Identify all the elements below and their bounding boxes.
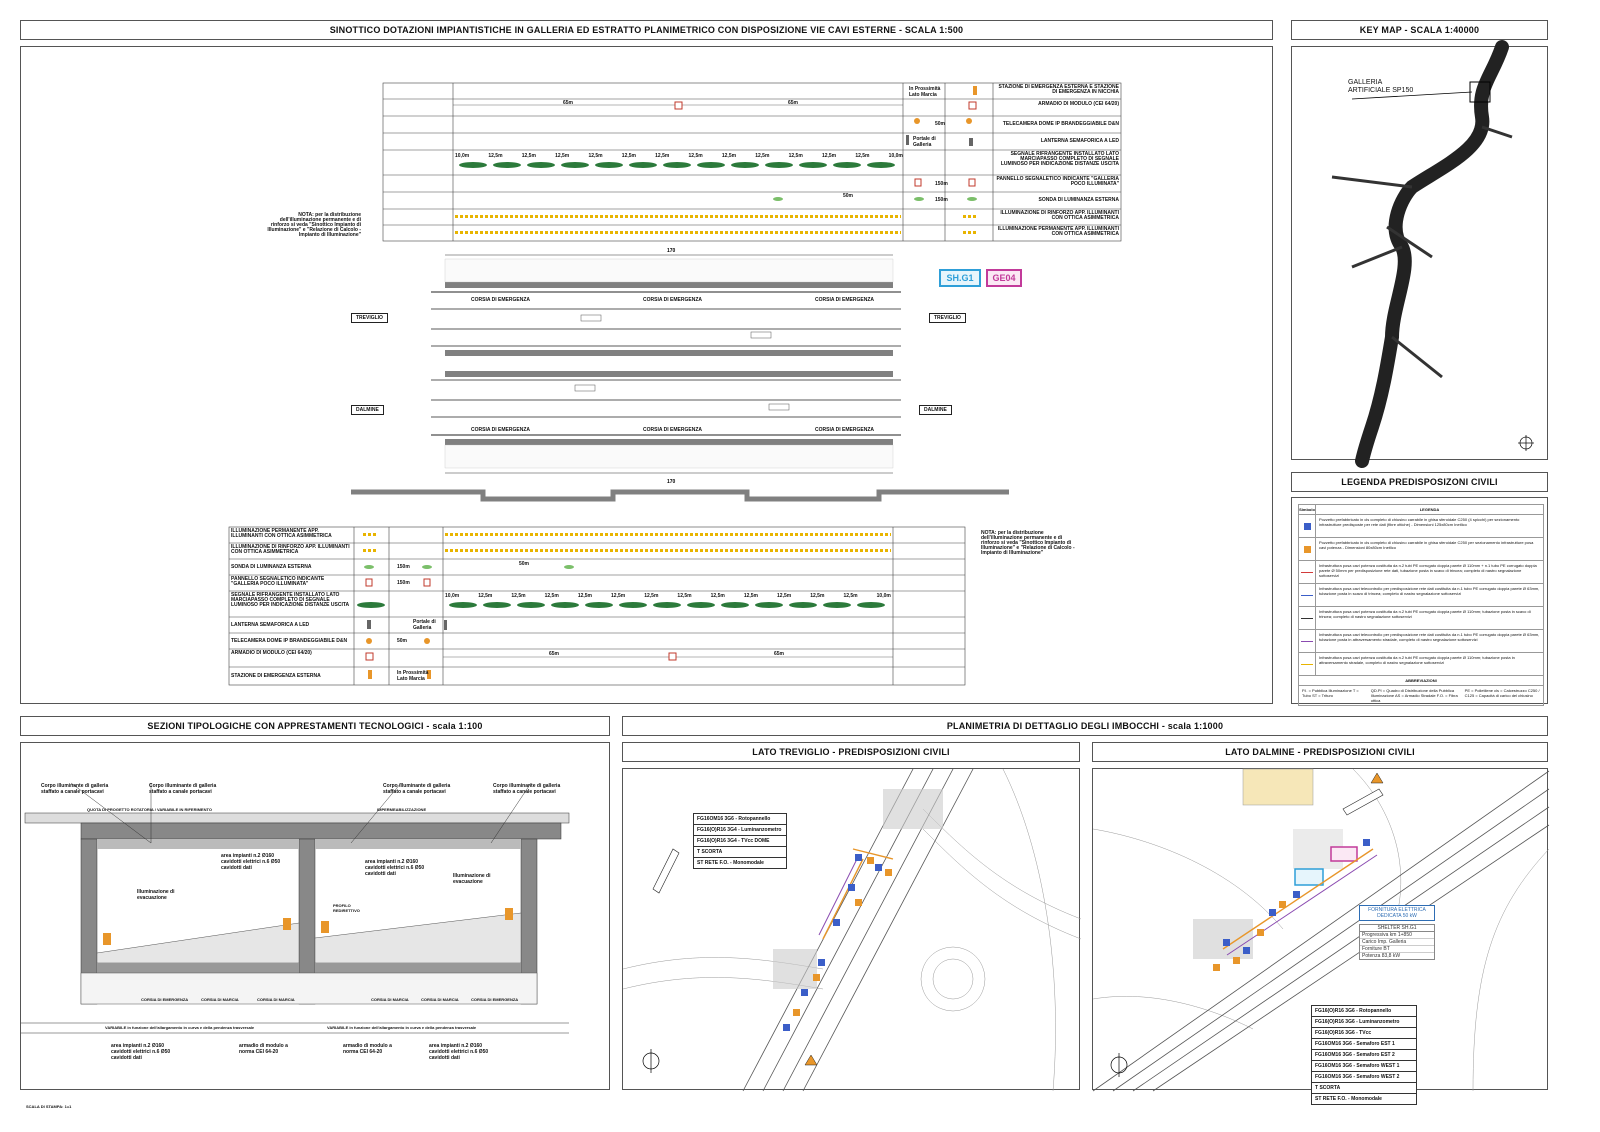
section-corsia-marcia-3: CORSIA DI MARCIA (371, 997, 409, 1002)
purple-line-icon (1299, 630, 1316, 652)
keymap-label-line1: GALLERIA (1348, 79, 1383, 86)
top-row-label-8: ILLUMINAZIONE DI RINFORZO APP. ILLUMINANTI CON OTTICA ASIMMETRICA (1000, 210, 1119, 221)
dark-line-icon (1299, 607, 1316, 629)
top-sonda-mid: 50m (843, 193, 854, 199)
cable-row: FG16OM16 3G6 - Semaforo EST 2 (1312, 1050, 1416, 1061)
bottom-row-label-5: SEGNALE RIFRANGENTE INSTALLATO LATO MARCIAPASSO COMPLETO DI SEGNALE LUMINOSO PER INDICAZIONE DISTANZE USCITA (231, 592, 350, 608)
top-row-label-7: SONDA DI LUMINANZA ESTERNA (1038, 197, 1119, 203)
top-spacing-row (455, 153, 903, 159)
cable-row: T SCORTA (1312, 1083, 1416, 1094)
ge-badge: GE04 (986, 269, 1022, 287)
spacing-label: 12,5m (644, 593, 659, 599)
keymap-title: KEY MAP - SCALA 1:40000 (1291, 20, 1548, 40)
top-row-label-5: SEGNALE RIFRANGENTE INSTALLATO LATO MARCIAPASSO COMPLETO DI SEGNALE LUMINOSO PER INDICAZIONE DISTANZE USCITA (1000, 151, 1119, 167)
shelter-supply-note: FORNITURA ELETTRICA DEDICATA 50 kW (1359, 905, 1435, 921)
cable-row: FG16(O)R16 3G4 - TVcc DOME (694, 836, 786, 847)
cable-row: T SCORTA (694, 847, 786, 858)
cable-row: ST RETE F.O. - Monomodale (697, 860, 764, 866)
top-row-label-3: TELECAMERA DOME IP BRANDEGGIABILE D&N (1002, 121, 1119, 127)
legend-table (1298, 504, 1544, 706)
bottom-spacing-row (445, 593, 891, 599)
section-corsia-marcia-1: CORSIA DI MARCIA (201, 997, 239, 1002)
top-camera-note: 50m (935, 121, 946, 127)
bottom-row-label-9: STAZIONE DI EMERGENZA ESTERNA (231, 673, 321, 679)
bottom-lantern-note: Portale di Galleria (413, 619, 436, 631)
legend-abbr-2: QD.PI = Quadro di Distribuzione della Pubblica Illuminazione AS = Armadio Stradale F.O. = Fibra ottica (1370, 688, 1458, 703)
top-panel-note: 150m (935, 181, 948, 187)
shelter-row: Forniture BT (1360, 946, 1434, 953)
section-corpo-label-2: Corpo illuminante di galleria staffato a canale portacavi (149, 783, 217, 795)
cable-row: FG16(O)R16 3G6 - Luminanzometro (1312, 1017, 1416, 1028)
shelter-row: Carico Imp. Galleria (1360, 939, 1434, 946)
top-sonda-note: 150m (935, 197, 948, 203)
spacing-label: 12,5m (710, 593, 725, 599)
legend-row-text: Infrastruttura posa cavi potenza costituita da n.2 tubi PE corrugato doppia parete Ø 110mm; tubazione posta in attraversamento stradale, completo di nastro segnalazione sottoservizi (1319, 655, 1515, 665)
legend-row-text: Pozzetto prefabbricato in cls completo di chiusino carrabile in ghisa sferoidale C250 (4 spicchi) per sezionamento infrastrutture predisposte per rete dati (fibre ottiche) - Dimensioni 125x80cm Inetlico (1319, 517, 1520, 527)
spacing-label: 12,5m (655, 153, 670, 159)
dalmine-title: LATO DALMINE - PREDISPOSIZIONI CIVILI (1092, 742, 1548, 762)
shelter-title: SHELTER SH.G1 (1360, 925, 1434, 932)
spacing-label: 10,0m (876, 593, 891, 599)
treviglio-map (623, 769, 1081, 1091)
legend-row-text: Infrastruttura posa cavi potenza costituita da n.2 tubi PE corrugato doppia parete Ø 110mm; tubazione posta in scavo di trincea; completo di nastro segnalazione sottoservizi (1319, 609, 1531, 619)
lane-label-bot-1: CORSIA DI EMERGENZA (471, 427, 530, 433)
section-profilo-label: PROFILO REDIRETTIVO (333, 903, 360, 913)
legend-abbr-1: P.I. = Pubblica Illuminazione T = Tubo ST = Trituro (1302, 688, 1359, 698)
top-row-label-1: STAZIONE DI EMERGENZA ESTERNA E STAZIONE DI EMERGENZA IN NICCHIA (998, 84, 1119, 95)
section-corsia-marcia-4: CORSIA DI MARCIA (421, 997, 459, 1002)
cable-row: FG16OM16 3G6 - Rotopannello (694, 814, 786, 825)
cable-row: FG16OM16 3G6 - Semaforo WEST 2 (1312, 1072, 1416, 1083)
section-quota-label: QUOTA DI PROGETTO ROTATORIA / VARIABILE IN RIFERIMENTO (87, 807, 212, 812)
spacing-label: 10,0m (888, 153, 903, 159)
shelter-table (1359, 924, 1435, 960)
main-title: SINOTTICO DOTAZIONI IMPIANTISTICHE IN GALLERIA ED ESTRATTO PLANIMETRICO CON DISPOSIZIONE VIE CAVI ESTERNE - SCALA 1:500 (20, 20, 1273, 40)
section-corpo-label-1: Corpo illuminante di galleria staffato a canale portacavi (41, 783, 109, 795)
section-corsia-emer-2: CORSIA DI EMERGENZA (471, 997, 519, 1002)
bottom-note: NOTA: per la distribuzione dell'illuminazione permanente e di rinforzo si veda "Sinottico Impianto di Illuminazione" e "Relazione di Calcolo - Impianto di Illuminazione" (981, 530, 1075, 556)
top-row-label-6: PANNELLO SEGNALETICO INDICANTE "GALLERIA POCO ILLUMINATA" (996, 176, 1119, 187)
dalmine-cable-legend (1311, 1005, 1417, 1105)
sections-title: SEZIONI TIPOLOGICHE CON APPRESTAMENTI TECNOLOGICI - scala 1:100 (20, 716, 610, 736)
legend-row (1299, 607, 1543, 630)
direction-treviglio-left: TREVIGLIO (351, 313, 388, 323)
top-lantern-note: Portale di Galleria (913, 136, 936, 148)
spacing-label: 12,5m (555, 153, 570, 159)
reinforcement-lighting-dots-bottom (445, 549, 891, 552)
direction-treviglio-right: TREVIGLIO (929, 313, 966, 323)
section-evac-label-1: Illuminazione di evacuazione (137, 889, 175, 901)
legend-abbr-title (1299, 676, 1543, 686)
cable-row: FG16(O)R16 3G6 - TVcc (1312, 1028, 1416, 1039)
section-armadio-label-1: armadio di modulo a norma CEI 64-20 (239, 1043, 288, 1055)
section-area-label-3: area impianti n.2 Ø160 cavidotti elettrici n.6 Ø50 cavidotti dati (111, 1043, 171, 1061)
lane-label-top-3: CORSIA DI EMERGENZA (815, 297, 874, 303)
permanent-lighting-legend (963, 231, 977, 234)
legend-row (1299, 515, 1543, 538)
legend-title: LEGENDA PREDISPOSIZONI CIVILI (1291, 472, 1548, 492)
print-scale: SCALA DI STAMPA: 1=1 (26, 1104, 72, 1109)
cable-row: FG16OM16 3G6 - Semaforo EST 1 (1312, 1039, 1416, 1050)
section-armadio-label-2: armadio di modulo a norma CEI 64-20 (343, 1043, 392, 1055)
road-plan (341, 247, 1341, 547)
section-area-label-2: area impianti n.2 Ø160 cavidotti elettrici n.6 Ø50 cavidotti dati (365, 859, 425, 877)
direction-dalmine-left: DALMINE (351, 405, 384, 415)
spacing-label: 12,5m (488, 153, 503, 159)
spacing-label: 12,5m (810, 593, 825, 599)
yellow-line-icon (1299, 653, 1316, 675)
spacing-label: 12,5m (843, 593, 858, 599)
top-station-note: In Prossimità Lato Marcia (909, 86, 941, 98)
spacing-label: 12,5m (511, 593, 526, 599)
legend-row (1299, 630, 1543, 653)
section-imperm-label: IMPERMEABILIZZAZIONE (377, 807, 427, 812)
spacing-label: 10,0m (455, 153, 470, 159)
spacing-label: 12,5m (588, 153, 603, 159)
legend-row (1299, 538, 1543, 561)
permanent-lighting-legend-bottom (363, 533, 377, 536)
bottom-row-label-6: LANTERNA SEMAFORICA A LED (231, 622, 310, 628)
spacing-label: 12,5m (821, 153, 837, 159)
bottom-sonda-mid: 50m (519, 561, 530, 567)
legend-row (1299, 584, 1543, 607)
legend-panel (1291, 497, 1548, 704)
spacing-label: 12,5m (788, 153, 803, 159)
spacing-label: 12,5m (677, 593, 692, 599)
keymap-panel (1291, 46, 1548, 460)
legend-row-text: Infrastruttura posa cavi potenza costituita da n.2 tubi PE corrugato doppia parete Ø 110mm + n.1 tubo PE corrugato doppia parete Ø 50mm per predisposizione rete dati, tubazione posta in scavo di trincea; completo di nastro segnalazione sottoservizi (1319, 563, 1537, 578)
bottom-row-label-7: TELECAMERA DOME IP BRANDEGGIABILE D&N (231, 638, 348, 644)
bottom-row-label-4: PANNELLO SEGNALETICO INDICANTE "GALLERIA POCO ILLUMINATA" (231, 576, 325, 587)
spacing-label: 12,5m (855, 153, 870, 159)
direction-dalmine-right: DALMINE (919, 405, 952, 415)
spacing-label: 12,5m (721, 153, 737, 159)
bottom-armadio-left: 65m (549, 651, 560, 657)
legend-row-text: Pozzetto prefabbricato in cls completo di chiusino carrabile in ghisa sferoidale C250 per sezionamento infrastrutture posa cavi potenza - Dimensioni 80x80cm Inetlico (1319, 540, 1534, 550)
legend-header (1299, 505, 1543, 515)
spacing-label: 12,5m (688, 153, 703, 159)
permanent-lighting-dots-bottom (445, 533, 891, 536)
spacing-label: 12,5m (577, 593, 592, 599)
lane-label-bot-3: CORSIA DI EMERGENZA (815, 427, 874, 433)
treviglio-cable-legend (693, 813, 787, 869)
blue-manhole-icon (1299, 515, 1316, 537)
shelter-row: Progressiva km 1+850 (1360, 932, 1434, 939)
spacing-label: 12,5m (743, 593, 759, 599)
section-corpo-label-4: Corpo illuminante di galleria staffato a canale portacavi (493, 783, 561, 795)
main-diagram-panel (20, 46, 1273, 704)
spacing-label: 12,5m (478, 593, 493, 599)
top-row-label-4: LANTERNA SEMAFORICA A LED (1040, 138, 1119, 144)
tunnel-section-drawing (21, 743, 611, 1091)
lane-label-bot-2: CORSIA DI EMERGENZA (643, 427, 702, 433)
treviglio-title: LATO TREVIGLIO - PREDISPOSIZIONI CIVILI (622, 742, 1080, 762)
legend-abbr-title-text: ABBREVIAZIONI (1405, 678, 1437, 683)
planimetria-title: PLANIMETRIA DI DETTAGLIO DEGLI IMBOCCHI - scala 1:1000 (622, 716, 1548, 736)
section-variabile-2: VARIABILE in funzione dell'allargamento in curva e della pendenza trasversale (327, 1025, 477, 1030)
spacing-label: 10,0m (445, 593, 460, 599)
section-corpo-label-3: Corpo illuminante di galleria staffato a canale portacavi (383, 783, 451, 795)
bottom-armadio-right: 65m (774, 651, 785, 657)
spacing-label: 12,5m (621, 153, 636, 159)
length-top: 170 (667, 248, 676, 254)
legend-row (1299, 653, 1543, 676)
shelter-badge: SH.G1 (939, 269, 981, 287)
top-note: NOTA: per la distribuzione dell'illuminazione permanente e di rinforzo si veda "Sinottico Impianto di Illuminazione" e "Relazione di Calcolo - Impianto di Illuminazione" (267, 212, 361, 238)
length-bottom: 170 (667, 479, 676, 485)
sections-panel (20, 742, 610, 1090)
legend-row-text: Infrastruttura posa cavi telecontrollo per predisposizione rete dati costituita da n.1 tubo PE corrugato doppia parete Ø 63mm, tubazione posta in attraversamento stradale, completo di nastro segnalazione sottoservizi (1319, 632, 1540, 642)
keymap-label-line2: ARTIFICIALE SP150 (1348, 87, 1414, 94)
section-corsia-marcia-2: CORSIA DI MARCIA (257, 997, 295, 1002)
legend-row-text: Infrastruttura posa cavi telecontrollo per predisposizione rete dati costituita da n.1 tubo PE corrugato doppia parete Ø 63mm, tubazione posta in scavo di trincea; completo di nastro segnalazione sottoservizi (1319, 586, 1540, 596)
bottom-sonda-note: 150m (397, 564, 410, 570)
permanent-lighting-dots (455, 231, 901, 234)
dalmine-panel (1092, 768, 1548, 1102)
section-area-label-4: area impianti n.2 Ø160 cavidotti elettrici n.6 Ø50 cavidotti dati (429, 1043, 489, 1061)
bottom-station-note: In Prossimità Lato Marcia (397, 670, 429, 682)
section-area-label-1: area impianti n.2 Ø160 cavidotti elettrici n.6 Ø50 cavidotti dati (221, 853, 281, 871)
bottom-row-label-8: ARMADIO DI MODULO (CEI 64/20) (231, 650, 312, 656)
shelter-box (1359, 905, 1435, 960)
legend-abbr-3: PE = Polietilene cls = Calcestruzzo C250 / C125 = Capacità di carico del chiusino (1464, 688, 1540, 698)
section-variabile-1: VARIABILE in funzione dell'allargamento in curva e della pendenza trasversale (105, 1025, 255, 1030)
spacing-label: 12,5m (777, 593, 792, 599)
reinforcement-lighting-dots (455, 215, 901, 218)
bottom-camera-note: 50m (397, 638, 408, 644)
spacing-label: 12,5m (755, 153, 770, 159)
bottom-row-label-2: ILLUMINAZIONE DI RINFORZO APP. ILLUMINANTI CON OTTICA ASIMMETRICA (231, 544, 350, 555)
section-corsia-emer-1: CORSIA DI EMERGENZA (141, 997, 189, 1002)
legend-col-legend: LEGENDA (1419, 507, 1440, 512)
blue-line-icon (1299, 584, 1316, 606)
top-row-label-2: ARMADIO DI MODULO (CEI 64/20) (1038, 101, 1119, 107)
section-evac-label-2: Illuminazione di evacuazione (453, 873, 491, 885)
reinforcement-lighting-legend (963, 215, 977, 218)
bottom-row-label-3: SONDA DI LUMINANZA ESTERNA (231, 564, 312, 570)
spacing-label: 12,5m (521, 153, 536, 159)
reinforcement-lighting-legend-bottom (363, 549, 377, 552)
top-armadio-right: 65m (788, 100, 799, 106)
treviglio-panel (622, 768, 1080, 1090)
shelter-row: Potenza 83,8 kW (1362, 953, 1401, 959)
lane-label-top-2: CORSIA DI EMERGENZA (643, 297, 702, 303)
cable-row: ST RETE F.O. - Monomodale (1315, 1096, 1382, 1102)
top-row-label-9: ILLUMINAZIONE PERMANENTE APP. ILLUMINANTI CON OTTICA ASIMMETRICA (997, 226, 1119, 237)
legend-col-symbol: Simbolo (1299, 507, 1315, 512)
orange-manhole-icon (1299, 538, 1316, 560)
legend-row (1299, 561, 1543, 584)
keymap-route (1292, 47, 1549, 461)
bottom-row-label-1: ILLUMINAZIONE PERMANENTE APP. ILLUMINANTI CON OTTICA ASIMMETRICA (231, 528, 332, 539)
top-armadio-left: 65m (563, 100, 574, 106)
spacing-label: 12,5m (611, 593, 626, 599)
spacing-label: 12,5m (544, 593, 559, 599)
lane-label-top-1: CORSIA DI EMERGENZA (471, 297, 530, 303)
legend-abbr-row (1299, 686, 1543, 705)
cable-row: FG16(O)R16 3G6 - Rotopannello (1312, 1006, 1416, 1017)
cable-row: FG16OM16 3G6 - Semaforo WEST 1 (1312, 1061, 1416, 1072)
keymap-label (1348, 79, 1413, 95)
bottom-panel-note: 150m (397, 580, 410, 586)
red-line-icon (1299, 561, 1316, 583)
cable-row: FG16(O)R16 3G4 - Luminanzometro (694, 825, 786, 836)
